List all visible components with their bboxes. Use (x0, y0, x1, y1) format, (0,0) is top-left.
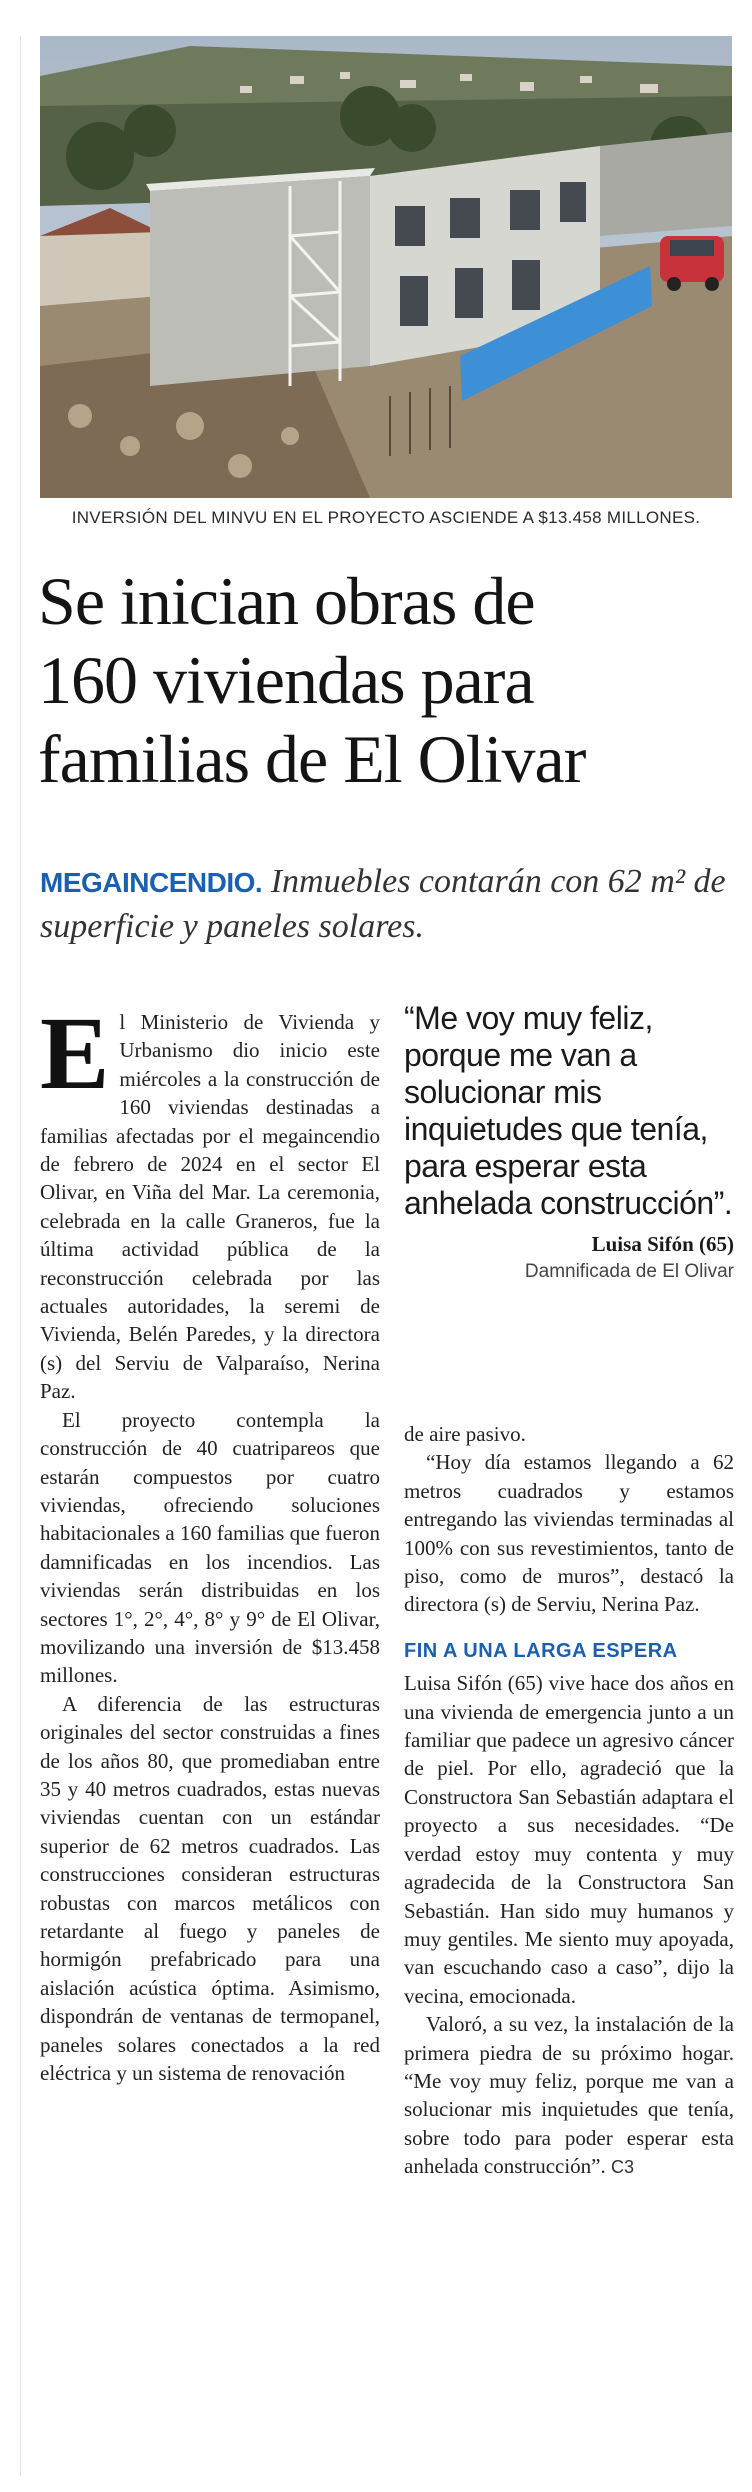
headline-line-1: Se inician obras de (38, 563, 535, 639)
paragraph-6 (404, 2010, 734, 2181)
headline-line-2: 160 viviendas para (38, 642, 534, 718)
paragraph-3-continued: de aire pasivo. (404, 1422, 526, 1446)
pull-quote-text: “Me voy muy feliz, porque me van a solucionar mis inquietudes que tenía, para esperar esta anhelada construcción”. (404, 1000, 733, 1221)
section-heading: FIN A UNA LARGA ESPERA (404, 1639, 678, 1662)
deck-kicker: MEGAINCENDIO. (40, 867, 263, 898)
pull-quote-name: Luisa Sifón (65) (591, 1232, 734, 1256)
deck-subtitle: Inmuebles contarán con 62 m² de superficie y paneles solares. (40, 863, 726, 945)
drop-cap: E (40, 996, 110, 1111)
article-column-right (404, 1420, 734, 2182)
headline (38, 562, 738, 799)
photo-caption: INVERSIÓN DEL MINVU EN EL PROYECTO ASCIENDE A $13.458 MILLONES. (71, 508, 701, 527)
pull-quote (404, 1000, 734, 1283)
paragraph-1 (40, 996, 380, 1406)
end-mark: C3 (611, 2157, 635, 2178)
construction-photo (40, 36, 732, 498)
paragraph-5: Luisa Sifón (65) vive hace dos años en una vivienda de emergencia junto a un familiar que padece un agresivo cáncer de piel. Por ello, agradeció que la Constructora San Sebastián adaptara el proyecto a sus necesidades. “De verdad estoy muy contenta y muy agradecida de la Constructora San Sebastián. Han sido muy humanos y muy gentiles. Me siento muy apoyada, van escuchando caso a caso”, dijo la vecina, emocionada. (404, 1671, 734, 2008)
construction-photo-illustration (40, 36, 732, 498)
article-column-left (40, 996, 380, 2087)
headline-line-3: familias de El Olivar (38, 721, 586, 797)
paragraph-1-text: l Ministerio de Vivienda y Urbanismo dio inicio este miércoles a la construcción de 160 viviendas destinadas a familias afectadas por el megaincendio de febrero de 2024 en el sector El Olivar, en Viña del Mar. La ceremonia, celebrada en la calle Graneros, fue la última actividad pública de la reconstrucción celebrada por las actuales autoridades, la seremi de Vivienda, Belén Paredes, y la directora (s) del Serviu de Valparaíso, Nerina Paz. (40, 1010, 380, 1404)
page-margin-rule (20, 36, 21, 2476)
paragraph-2: El proyecto contempla la construcción de 40 cuatripareos que estarán compuestos por cuatro viviendas, ofreciendo soluciones habitacionales a 160 familias que fueron damnificadas en los incendios. Las viviendas serán distribuidas en los sectores 1°, 2°, 4°, 8° y 9° de El Olivar, movilizando una inversión de $13.458 millones. (40, 1407, 380, 1688)
paragraph-6-text: Valoró, a su vez, la instalación de la primera piedra de su próximo hogar. “Me voy muy feliz, porque me van a solucionar mis inquietudes que tenía, sobre todo para poder esperar esta anhelada construcción”. (404, 2012, 734, 2179)
deck (40, 860, 740, 949)
paragraph-4: “Hoy día estamos llegando a 62 metros cuadrados y estamos entregando las viviendas terminadas al 100% con sus revestimientos, tanto de piso, como de muros”, destacó la directora (s) de Serviu, Nerina Paz. (404, 1450, 734, 1617)
pull-quote-role: Damnificada de El Olivar (524, 1261, 734, 1282)
paragraph-3: A diferencia de las estructuras originales del sector construidas a fines de los años 80, que promediaban entre 35 y 40 metros cuadrados, estas nuevas viviendas cuentan con un estándar superior de 62 metros cuadrados. Las construcciones consideran estructuras robustas con marcos metálicos con retardante al fuego y paneles de hormigón prefabricado para una aislación acústica óptima. Asimismo, dispondrán de ventanas de termopanel, paneles solares conectados a la red eléctrica y un sistema de renovación (40, 1691, 380, 2086)
